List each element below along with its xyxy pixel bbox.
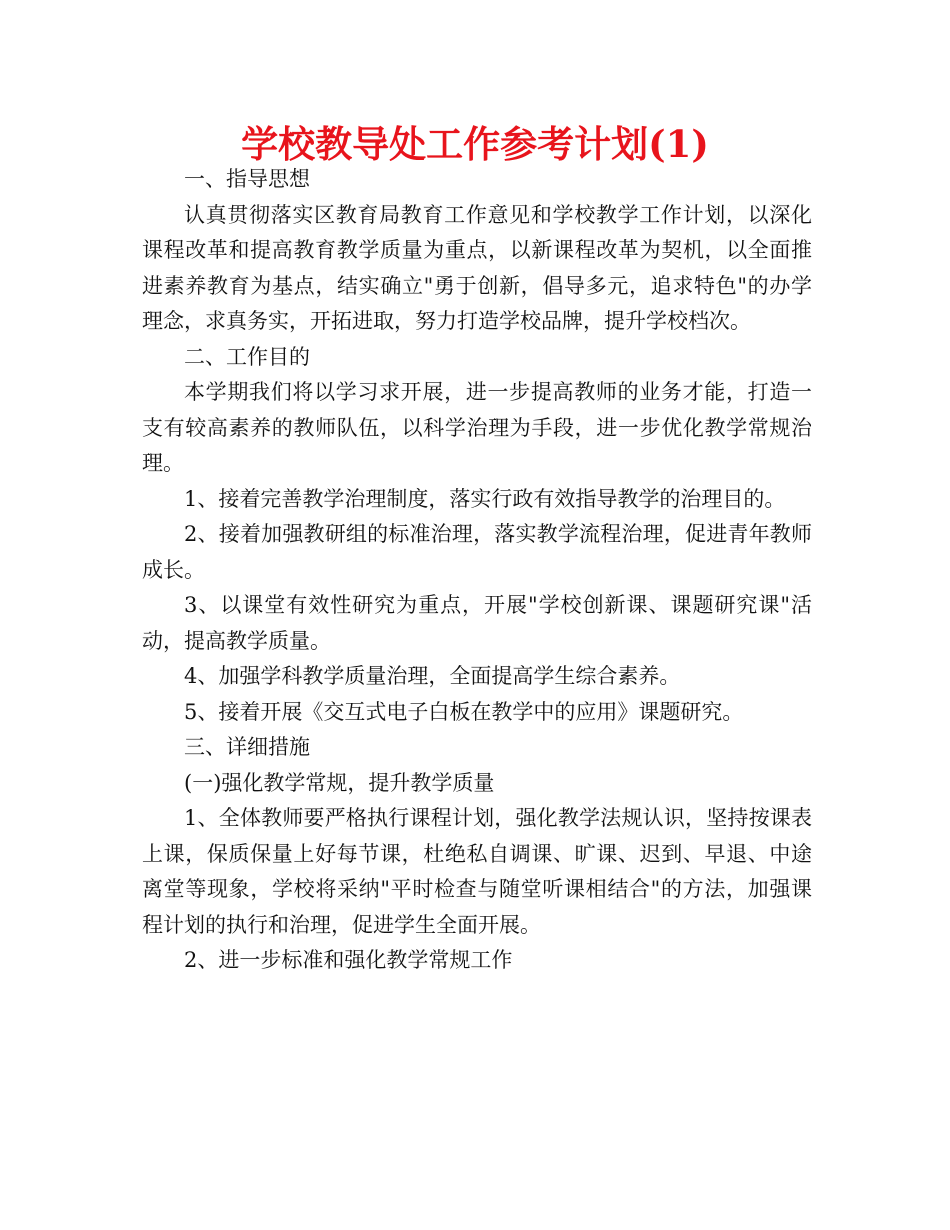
document-title: 学校教导处工作参考计划(1) (241, 122, 709, 166)
paragraph-guiding-ideology: 认真贯彻落实区教育局教育工作意见和学校教学工作计划，以深化课程改革和提高教育教学质量为重点，以新课程改革为契机，以全面推进素养教育为基点，结实确立"勇于创新，倡导多元，追求特色"的办学理念，求真务实，开拓进取，努力打造学校品牌，提升学校档次。 (142, 202, 812, 333)
measure-item-2: 2、进一步标准和强化教学常规工作 (184, 948, 513, 972)
heading-work-goals: 二、工作目的 (184, 344, 310, 369)
measure-item-1: 1、全体教师要严格执行课程计划，强化教学法规认识，坚持按课表上课，保质保量上好每节课，杜绝私自调课、旷课、迟到、早退、中途离堂等现象，学校将采纳"平时检查与随堂听课相结合"的方法，加强课程计划的执行和治理，促进学生全面开展。 (142, 806, 812, 937)
document-body (142, 162, 812, 979)
subheading-strengthen-routine: (一)强化教学常规，提升教学质量 (184, 770, 495, 795)
paragraph-work-goals: 本学期我们将以学习求开展，进一步提高教师的业务才能，打造一支有较高素养的教师队伍，以科学治理为手段，进一步优化教学常规治理。 (142, 380, 812, 475)
goal-item-1: 1、接着完善教学治理制度，落实行政有效指导教学的治理目的。 (184, 486, 786, 511)
goal-item-2: 2、接着加强教研组的标准治理，落实教学流程治理，促进青年教师成长。 (142, 522, 812, 582)
goal-item-3: 3、以课堂有效性研究为重点，开展"学校创新课、课题研究课"活动，提高教学质量。 (142, 593, 812, 653)
goal-item-5: 5、接着开展《交互式电子白板在教学中的应用》课题研究。 (184, 699, 744, 724)
heading-guiding-ideology: 一、指导思想 (184, 167, 310, 191)
goal-item-4: 4、加强学科教学质量治理，全面提高学生综合素养。 (184, 664, 681, 688)
heading-detailed-measures: 三、详细措施 (184, 735, 310, 759)
